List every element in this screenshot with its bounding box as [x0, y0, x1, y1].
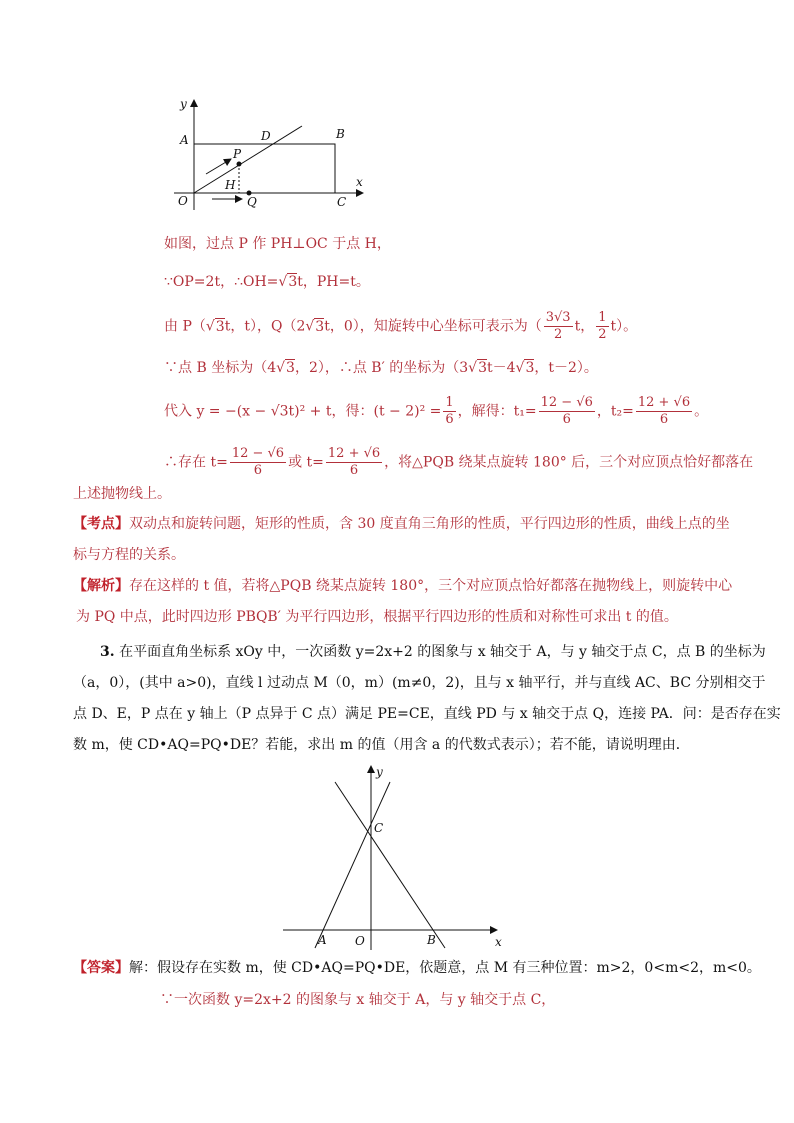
radicand: 3: [478, 360, 487, 376]
text: ∵点 B 坐标为（4: [164, 360, 277, 376]
label-y: y: [376, 765, 383, 779]
text: 解：假设存在实数 m，使 CD•AQ=PQ•DE，依题意，点 M 有三种位置：m>2，0<m<2，m<0。: [129, 960, 761, 976]
kaodian-tag: 【考点】: [73, 516, 129, 532]
kaodian-line-1: [73, 514, 730, 534]
text: 或 t=: [288, 454, 324, 471]
fraction: $\frac{12 - √6}{6}$: [231, 446, 285, 478]
text: 代入 y = −(x − √3t)² + t，得：(t − 2)² =: [164, 403, 442, 420]
problem3-line-3: 点 D、E，P 点在 y 轴上（P 点异于 C 点）满足 PE=CE，直线 PD 与 x 轴交于点 Q，连接 PA．问：是否存在实: [73, 706, 781, 722]
fraction: $\frac{1}{2}$: [598, 310, 607, 342]
label-d: D: [261, 129, 271, 143]
radicand: 3: [215, 318, 225, 335]
text: t，: [574, 318, 595, 335]
radicand: 3: [525, 360, 535, 376]
solution-line-2: ∵OP=2t，∴OH=√3t，PH=t。: [164, 274, 370, 290]
fraction: $\frac{12 - √6}{6}$: [540, 395, 593, 427]
label-x: x: [356, 175, 363, 189]
solution-line-5: [164, 395, 708, 428]
problem3-line-2: （a，0），(其中 a>0)，直线 l 过动点 M（0，m）(m≠0，2)，且与 x 轴平行，并与直线 AC、BC 分别相交于: [73, 675, 766, 691]
line-bc: [335, 782, 445, 948]
label-a: A: [318, 933, 327, 947]
text: ，解得：t₁=: [457, 403, 537, 420]
radicand: 3: [286, 360, 295, 376]
point-p: [237, 162, 242, 167]
label-q: Q: [247, 195, 257, 209]
jiexi-line-2: 为 PQ 中点，此时四边形 PBQB′ 为平行四边形，根据平行四边形的性质和对称性可求出 t 的值。: [76, 609, 678, 625]
text: 由 P（: [164, 318, 206, 335]
arrow-p-motion: [206, 159, 231, 174]
solution-line-6: [164, 446, 753, 479]
solution-line-3: 由 P（√3t，t），Q（2√3t，0），知旋转中心坐标可表示为（ $\frac{3√3}{2}$ t， $\frac{1}{2}$ t）。: [164, 310, 638, 342]
radicand: 3: [288, 274, 298, 290]
label-y: y: [180, 97, 187, 111]
label-a: A: [180, 133, 189, 147]
text: 双动点和旋转问题，矩形的性质，含 30 度直角三角形的性质，平行四边形的性质，曲线上点的坐: [129, 516, 730, 532]
radicand: 3: [315, 318, 325, 335]
jiexi-line-1: [73, 576, 732, 596]
label-p: P: [233, 147, 242, 161]
text: ，2），∴点 B′ 的坐标为（3: [294, 360, 469, 376]
label-c: C: [374, 821, 384, 835]
answer-line-1: [73, 958, 761, 978]
label-o: O: [355, 934, 365, 948]
kaodian-line-2: 标与方程的关系。: [73, 547, 185, 563]
text: 在平面直角坐标系 xOy 中，一次函数 y=2x+2 的图象与 x 轴交于 A，与 y 轴交于点 C，点 B 的坐标为: [119, 644, 766, 660]
fraction: $\frac{3√3}{2}$: [545, 310, 571, 342]
line-ac: [315, 782, 390, 948]
problem-number: 3.: [100, 644, 115, 660]
label-x: x: [495, 935, 502, 949]
fraction: $\frac{12 + √6}{6}$: [637, 395, 691, 427]
solution-line-4: ∵点 B 坐标为（4√3，2），∴点 B′ 的坐标为（3√3t－4√3，t－2）。: [164, 360, 598, 376]
text: 存在这样的 t 值，若将△PQB 绕某点旋转 180°，三个对应顶点恰好都落在抛物线上，则旋转中心: [129, 578, 733, 594]
text: ，t₂=: [596, 403, 634, 420]
fraction: $\frac{12 + √6}{6}$: [327, 446, 381, 478]
text: ，将△PQB 绕某点旋转 180° 后，三个对应顶点恰好都落在: [384, 454, 754, 471]
fraction: $\frac{1}{6}$: [445, 395, 454, 427]
text: t，PH=t。: [297, 274, 370, 290]
label-b: B: [336, 127, 345, 141]
figure-rectangle-diagram: [160, 92, 375, 214]
problem3-line-1: [100, 642, 766, 662]
label-b: B: [427, 933, 436, 947]
answer-tag: 【答案】: [73, 960, 129, 976]
label-o: O: [178, 194, 188, 208]
problem3-line-4: 数 m，使 CD•AQ=PQ•DE？若能，求出 m 的值（用含 a 的代数式表示）；若不能，请说明理由．: [73, 737, 690, 753]
solution-line-7: 上述抛物线上。: [73, 486, 171, 502]
line-od: [194, 126, 302, 193]
text: ，t－2）。: [534, 360, 598, 376]
text: t－4: [486, 360, 516, 376]
label-h: H: [225, 178, 236, 192]
text: t，t），Q（2: [224, 318, 306, 335]
text: ∵OP=2t，∴OH=: [164, 274, 279, 290]
label-c: C: [337, 195, 347, 209]
solution-line-1: 如图，过点 P 作 PH⊥OC 于点 H，: [164, 236, 391, 252]
text: 。: [694, 403, 709, 420]
text: t，0），知旋转中心坐标可表示为（: [324, 318, 542, 335]
figure-lines-diagram: [275, 760, 515, 955]
jiexi-tag: 【解析】: [73, 578, 129, 594]
text: ∴存在 t=: [164, 454, 228, 471]
text: t）。: [610, 318, 638, 335]
answer-line-2: ∵一次函数 y=2x+2 的图象与 x 轴交于 A，与 y 轴交于点 C，: [160, 992, 556, 1008]
